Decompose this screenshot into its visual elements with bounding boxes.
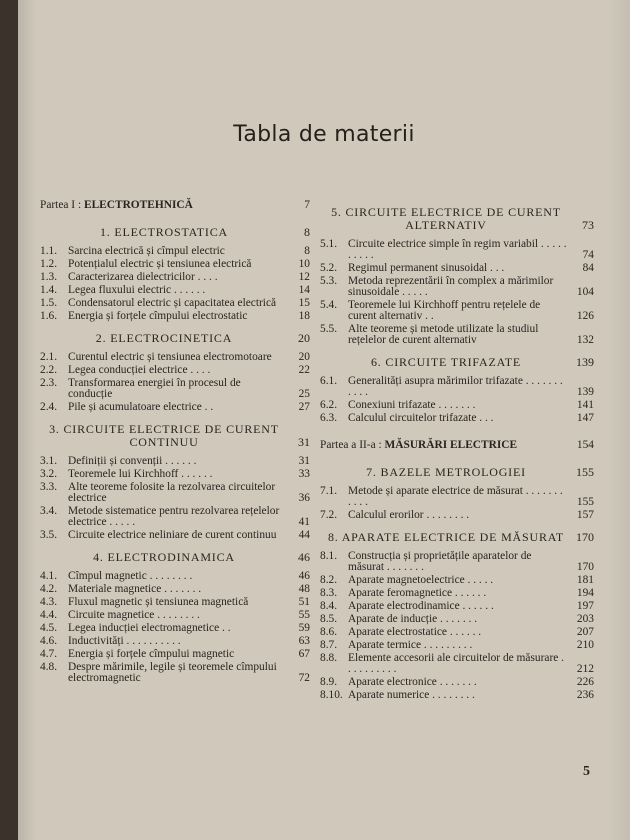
entry-page: 33	[298, 468, 310, 480]
entry-title: Regimul permanent sinusoidal . . .	[348, 262, 505, 274]
entry-page: 10	[298, 258, 310, 270]
entry-title: Legea fluxului electric . . . . . .	[68, 284, 206, 296]
entry-title: Energia și forțele cîmpului magnetic	[68, 648, 235, 660]
entry-title: Condensatorul electric și capacitatea electrică	[68, 297, 277, 309]
entry-number: 2.3.	[40, 377, 58, 389]
entry-title: Cîmpul magnetic . . . . . . . .	[68, 570, 193, 582]
toc-entry	[40, 482, 310, 504]
left-chapters	[40, 226, 310, 684]
entry-page: 74	[582, 249, 594, 261]
toc-entry	[40, 402, 310, 413]
toc-entry	[40, 259, 310, 270]
part-label: Partea a II-a :	[320, 439, 385, 451]
entry-number: 8.10.	[320, 689, 343, 701]
entry-number: 8.1.	[320, 550, 338, 562]
toc-entry	[40, 272, 310, 283]
entry-title: Curentul electric și tensiunea electromotoare	[68, 351, 272, 363]
chapter-page: 139	[576, 355, 594, 369]
toc-entry	[320, 263, 594, 274]
entry-title: Caracterizarea dielectricilor . . . .	[68, 271, 218, 283]
entry-number: 4.6.	[40, 635, 58, 647]
entry-title: Sarcina electrică și cîmpul electric	[68, 245, 225, 257]
entry-page: 27	[298, 401, 310, 413]
toc-entry	[40, 610, 310, 621]
toc-entry	[320, 510, 594, 521]
entry-title: Metoda reprezentării în complex a mărimilor sinusoidale . . . . .	[348, 275, 554, 298]
toc-entry	[320, 640, 594, 651]
entry-title: Definiții și convenții . . . . . .	[68, 455, 197, 467]
entry-number: 7.2.	[320, 509, 338, 521]
entry-number: 2.1.	[40, 351, 58, 363]
entry-page: 22	[298, 364, 310, 376]
book-page	[18, 0, 630, 840]
entry-number: 8.3.	[320, 587, 338, 599]
entry-page: 20	[298, 351, 310, 363]
entry-page: 18	[298, 310, 310, 322]
chapter-title: 5. CIRCUITE ELECTRICE DE CURENT ALTERNATIV	[331, 205, 561, 232]
entry-number: 8.8.	[320, 652, 338, 664]
chapter-heading	[320, 206, 594, 232]
entry-page: 36	[298, 492, 310, 504]
toc-entry	[320, 690, 594, 701]
entry-title: Metode și aparate electrice de măsurat . . . . . . . . . . .	[348, 485, 563, 508]
toc-entry	[40, 662, 310, 684]
entry-number: 6.1.	[320, 375, 338, 387]
entry-number: 8.4.	[320, 600, 338, 612]
entry-page: 157	[576, 509, 594, 521]
entry-title: Conexiuni trifazate . . . . . . .	[348, 399, 476, 411]
part-name: ELECTROTEHNICĂ	[83, 199, 193, 211]
entry-page: 207	[576, 626, 594, 638]
entry-page: 67	[298, 648, 310, 660]
toc-entry	[40, 530, 310, 541]
entry-title: Elemente accesorii ale circuitelor de măsurare . . . . . . . . . .	[348, 652, 564, 675]
page-title: Tabla de materii	[233, 122, 415, 147]
entry-page: 84	[582, 262, 594, 274]
entry-title: Legea conducției electrice . . . .	[68, 364, 211, 376]
entry-title: Generalități asupra mărimilor trifazate . . . . . . . . . . .	[348, 375, 563, 398]
entry-page: 226	[576, 676, 594, 688]
chapter-heading	[320, 531, 594, 544]
entry-number: 5.4.	[320, 299, 338, 311]
entry-title: Inductivități . . . . . . . . . .	[68, 635, 181, 647]
right-chapters-after	[320, 466, 594, 701]
entry-title: Calculul erorilor . . . . . . . .	[348, 509, 470, 521]
toc-left-column	[40, 196, 310, 686]
chapter-heading	[40, 332, 310, 345]
entry-title: Teoremele lui Kirchhoff pentru rețelele de curent alternativ . .	[348, 299, 541, 322]
entry-page: 155	[576, 496, 594, 508]
entry-page: 194	[576, 587, 594, 599]
right-chapters-before	[320, 206, 594, 424]
entry-title: Teoremele lui Kirchhoff . . . . . .	[68, 468, 213, 480]
entry-page: 51	[298, 596, 310, 608]
toc-entry	[40, 623, 310, 634]
entry-number: 7.1.	[320, 485, 338, 497]
entry-number: 5.1.	[320, 238, 338, 250]
toc-right-column	[320, 196, 594, 703]
chapter-title: 7. BAZELE METROLOGIEI	[366, 465, 526, 479]
entry-page: 72	[298, 672, 310, 684]
part-label: Partea I :	[40, 199, 84, 211]
entry-number: 1.6.	[40, 310, 58, 322]
toc-entry	[40, 298, 310, 309]
chapter-page: 31	[298, 435, 310, 449]
entry-number: 4.3.	[40, 596, 58, 608]
entry-number: 8.7.	[320, 639, 338, 651]
toc-entry	[40, 285, 310, 296]
toc-entry	[320, 575, 594, 586]
toc-entry	[40, 584, 310, 595]
toc-entry	[40, 352, 310, 363]
entry-title: Aparate de inducție . . . . . . .	[348, 613, 478, 625]
chapter-heading	[40, 423, 310, 449]
entry-page: 181	[576, 574, 594, 586]
toc-entry	[320, 239, 594, 261]
chapter-title: 8. APARATE ELECTRICE DE MĂSURAT	[327, 530, 565, 544]
toc-entry	[40, 311, 310, 322]
toc-entry	[320, 601, 594, 612]
entry-page: 132	[576, 334, 594, 346]
toc-entry	[320, 614, 594, 625]
chapter-title: 6. CIRCUITE TRIFAZATE	[370, 355, 522, 369]
entry-number: 1.5.	[40, 297, 58, 309]
entry-title: Energia și forțele cîmpului electrostatic	[68, 310, 248, 322]
entry-number: 8.2.	[320, 574, 338, 586]
entry-title: Potențialul electric și tensiunea electrică	[68, 258, 252, 270]
toc-entry	[40, 597, 310, 608]
chapter-heading	[320, 466, 594, 479]
entry-page: 12	[298, 271, 310, 283]
toc-entry	[320, 627, 594, 638]
entry-page: 126	[576, 310, 594, 322]
toc-entry	[320, 324, 594, 346]
toc-entry	[40, 506, 310, 528]
entry-page: 14	[298, 284, 310, 296]
chapter-title: 4. ELECTRODINAMICA	[93, 550, 235, 564]
part-name: MĂSURĂRI ELECTRICE	[384, 439, 518, 451]
entry-number: 1.3.	[40, 271, 58, 283]
entry-number: 4.7.	[40, 648, 58, 660]
entry-page: 59	[298, 622, 310, 634]
entry-title: Transformarea energiei în procesul de conducție	[68, 377, 241, 400]
entry-page: 48	[298, 583, 310, 595]
entry-title: Aparate termice . . . . . . . . .	[348, 639, 473, 651]
toc-entry	[40, 469, 310, 480]
entry-title: Legea inducției electromagnetice . .	[68, 622, 231, 634]
entry-number: 3.1.	[40, 455, 58, 467]
entry-number: 1.4.	[40, 284, 58, 296]
toc-entry	[320, 677, 594, 688]
toc-entry	[40, 636, 310, 647]
entry-title: Aparate magnetoelectrice . . . . .	[348, 574, 494, 586]
chapter-heading	[40, 226, 310, 239]
entry-page: 141	[576, 399, 594, 411]
chapter-title: 1. ELECTROSTATICA	[100, 225, 228, 239]
entry-number: 3.4.	[40, 505, 58, 517]
entry-number: 6.3.	[320, 412, 338, 424]
entry-page: 139	[576, 386, 594, 398]
entry-number: 2.4.	[40, 401, 58, 413]
entry-number: 3.3.	[40, 481, 58, 493]
entry-number: 6.2.	[320, 399, 338, 411]
toc-entry	[40, 378, 310, 400]
page-number: 5	[583, 764, 590, 779]
entry-number: 8.9.	[320, 676, 338, 688]
entry-title: Aparate electrodinamice . . . . . .	[348, 600, 494, 612]
entry-title: Aparate electrostatice . . . . . .	[348, 626, 482, 638]
entry-number: 5.2.	[320, 262, 338, 274]
entry-number: 3.5.	[40, 529, 58, 541]
entry-title: Aparate feromagnetice . . . . . .	[348, 587, 487, 599]
entry-number: 4.5.	[40, 622, 58, 634]
chapter-page: 20	[298, 331, 310, 345]
entry-page: 210	[576, 639, 594, 651]
entry-number: 5.3.	[320, 275, 338, 287]
entry-number: 3.2.	[40, 468, 58, 480]
entry-page: 55	[298, 609, 310, 621]
toc-entry	[40, 365, 310, 376]
chapter-page: 46	[298, 550, 310, 564]
chapter-title: 2. ELECTROCINETICA	[95, 331, 233, 345]
entry-page: 8	[304, 245, 310, 257]
entry-page: 197	[576, 600, 594, 612]
toc-entry	[40, 571, 310, 582]
entry-number: 4.2.	[40, 583, 58, 595]
toc-entry	[320, 551, 594, 573]
toc-entry	[320, 653, 594, 675]
chapter-title: 3. CIRCUITE ELECTRICE DE CURENT CONTINUU	[49, 422, 279, 449]
chapter-heading	[40, 551, 310, 564]
entry-page: 170	[576, 561, 594, 573]
entry-title: Alte teoreme și metode utilizate la studiul rețelelor de curent alternativ	[348, 323, 539, 346]
entry-number: 5.5.	[320, 323, 338, 335]
part-page: 154	[576, 439, 594, 451]
part-page: 7	[304, 199, 310, 211]
part-heading	[320, 436, 594, 452]
entry-title: Alte teoreme folosite la rezolvarea circuitelor electrice	[68, 481, 276, 504]
entry-title: Circuite electrice simple în regim variabil . . . . . . . . . .	[348, 238, 567, 261]
entry-title: Circuite electrice neliniare de curent continuu	[68, 529, 277, 541]
entry-title: Metode sistematice pentru rezolvarea rețelelor electrice . . . . .	[68, 505, 280, 528]
toc-entry	[40, 246, 310, 257]
entry-page: 147	[576, 412, 594, 424]
entry-title: Construcția și proprietățile aparatelor de măsurat . . . . . . .	[348, 550, 532, 573]
entry-number: 4.8.	[40, 661, 58, 673]
entry-number: 8.5.	[320, 613, 338, 625]
toc-entry	[320, 276, 594, 298]
entry-number: 8.6.	[320, 626, 338, 638]
entry-page: 236	[576, 689, 594, 701]
entry-title: Fluxul magnetic și tensiunea magnetică	[68, 596, 249, 608]
entry-number: 4.1.	[40, 570, 58, 582]
part-heading	[40, 196, 310, 212]
entry-number: 1.1.	[40, 245, 58, 257]
entry-page: 44	[298, 529, 310, 541]
chapter-page: 73	[582, 218, 594, 232]
entry-page: 15	[298, 297, 310, 309]
entry-number: 2.2.	[40, 364, 58, 376]
entry-title: Circuite magnetice . . . . . . . .	[68, 609, 200, 621]
chapter-page: 155	[576, 465, 594, 479]
entry-page: 63	[298, 635, 310, 647]
entry-page: 25	[298, 388, 310, 400]
toc-entry	[40, 649, 310, 660]
chapter-page: 8	[304, 225, 310, 239]
entry-page: 46	[298, 570, 310, 582]
entry-title: Materiale magnetice . . . . . . .	[68, 583, 202, 595]
entry-page: 31	[298, 455, 310, 467]
toc-entry	[320, 376, 594, 398]
entry-number: 1.2.	[40, 258, 58, 270]
entry-page: 104	[576, 286, 594, 298]
toc-entry	[40, 456, 310, 467]
toc-entry	[320, 413, 594, 424]
entry-page: 203	[576, 613, 594, 625]
toc-entry	[320, 400, 594, 411]
entry-title: Calculul circuitelor trifazate . . .	[348, 412, 494, 424]
toc-entry	[320, 300, 594, 322]
toc-entry	[320, 588, 594, 599]
toc-entry	[320, 486, 594, 508]
entry-title: Pile și acumulatoare electrice . .	[68, 401, 214, 413]
chapter-heading	[320, 356, 594, 369]
entry-title: Despre mărimile, legile și teoremele cîmpului electromagnetic	[68, 661, 277, 684]
entry-title: Aparate electronice . . . . . . .	[348, 676, 477, 688]
entry-page: 212	[576, 663, 594, 675]
entry-number: 4.4.	[40, 609, 58, 621]
entry-title: Aparate numerice . . . . . . . .	[348, 689, 475, 701]
chapter-page: 170	[576, 530, 594, 544]
entry-page: 41	[298, 516, 310, 528]
